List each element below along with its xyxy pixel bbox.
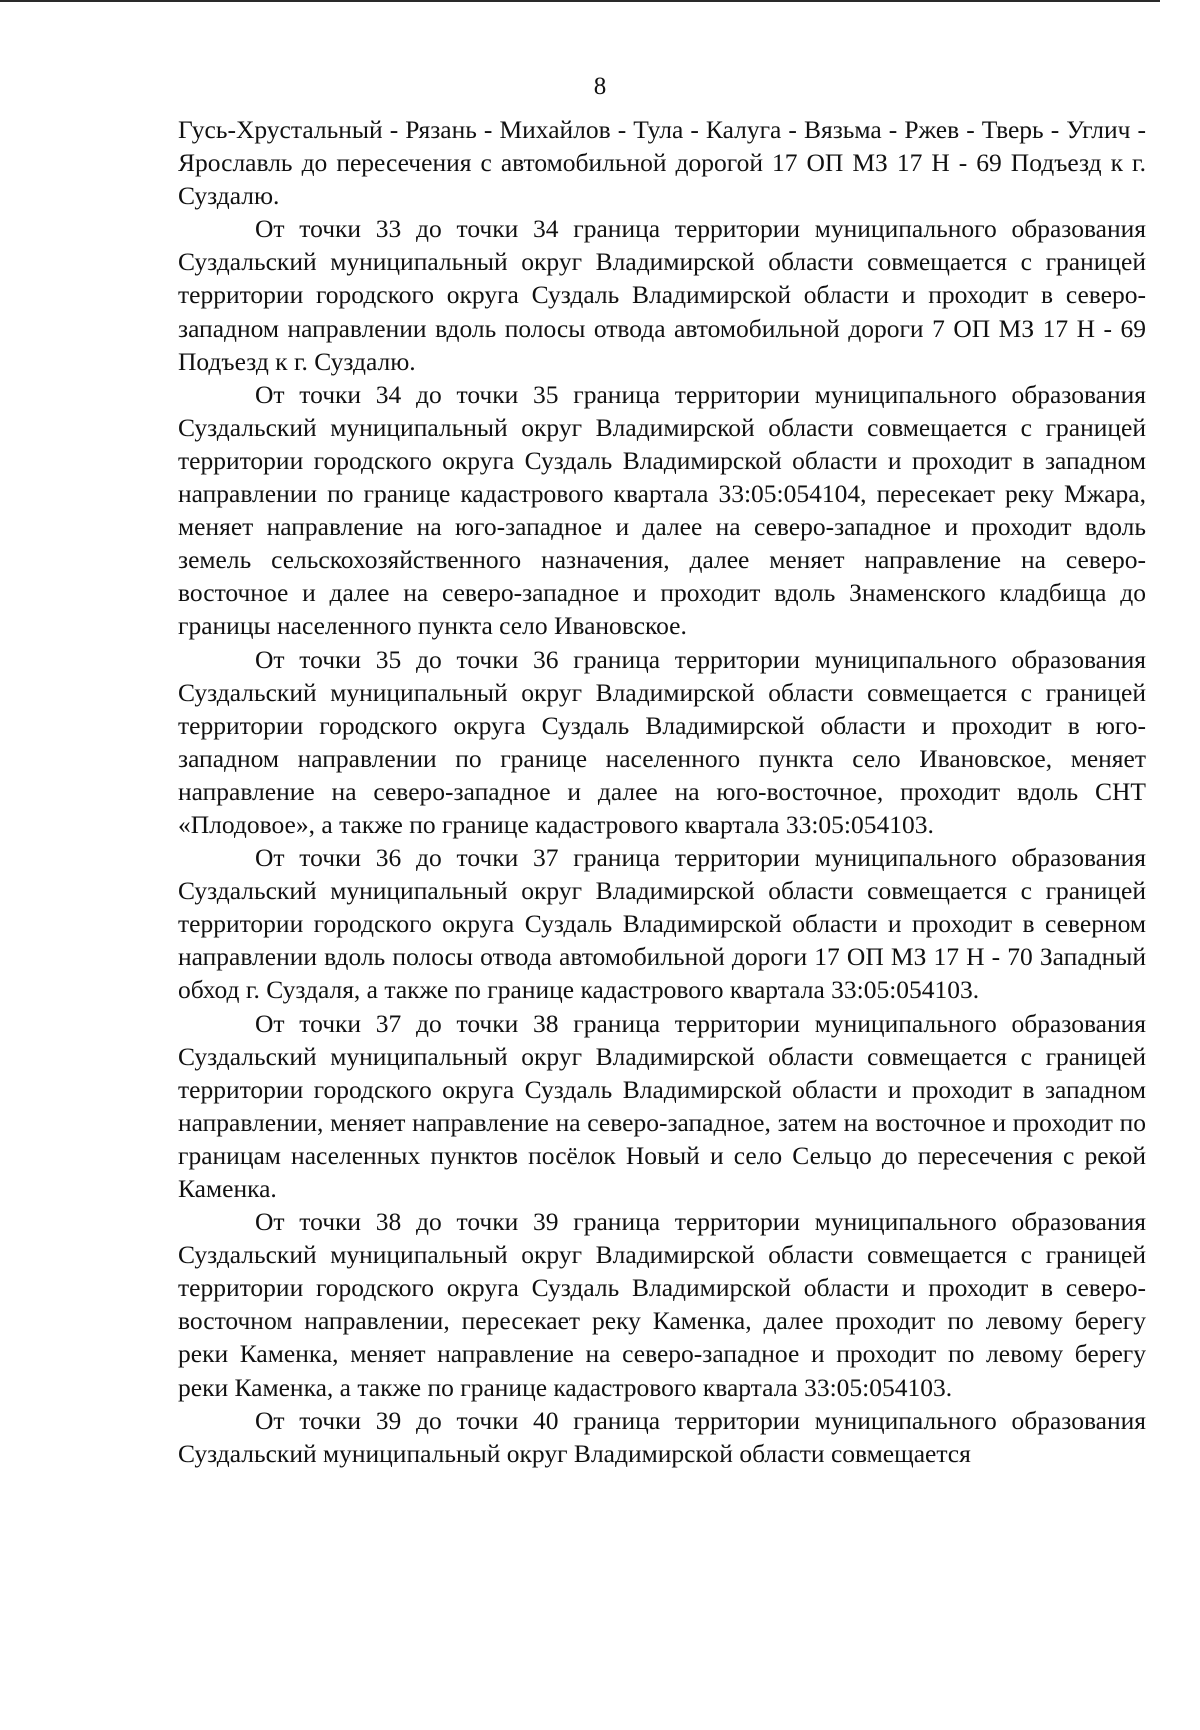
paragraph-point-36-37: От точки 36 до точки 37 граница территории муниципального образования Суздальский муниципальный округ Владимирской области совмещается с границей территории городского округа Суздаль Владимирской области и проходит в северном направлении вдоль полосы отвода автомобильной дороги 17 ОП МЗ 17 Н - 70 Западный обход г. Суздаля, а также по границе кадастрового квартала 33:05:054103. — [178, 843, 1146, 1005]
paragraph-point-35-36: От точки 35 до точки 36 граница территории муниципального образования Суздальский муниципальный округ Владимирской области совмещается с границей территории городского округа Суздаль Владимирской области и проходит в юго-западном направлении по границе населенного пункта село Ивановское, меняет направление на северо-западное и далее на юго-восточное, проходит вдоль СНТ «Плодовое», а также по границе кадастрового квартала 33:05:054103. — [178, 644, 1146, 839]
paragraph-point-38-39: От точки 38 до точки 39 граница территории муниципального образования Суздальский муниципальный округ Владимирской области совмещается с границей территории городского округа Суздаль Владимирской области и проходит в северо-восточном направлении, пересекает реку Каменка, далее проходит по левому берегу реки Каменка, меняет направление на северо-западное и проходит по левому берегу реки Каменка, а также по границе кадастрового квартала 33:05:054103. — [178, 1207, 1146, 1402]
page-number: 8 — [593, 73, 607, 100]
paragraph-point-34-35: От точки 34 до точки 35 граница территории муниципального образования Суздальский муниципальный округ Владимирской области совмещается с границей территории городского округа Суздаль Владимирской области и проходит в западном направлении по границе кадастрового квартала 33:05:054104, пересекает реку Мжара, меняет направление на юго-западное и далее на северо-западное и проходит вдоль земель сельскохозяйственного назначения, далее меняет направление на северо-восточное и далее на северо-западное и проходит вдоль Знаменского кладбища до границы населенного пункта село Ивановское. — [178, 379, 1146, 641]
top-border-line — [0, 0, 1160, 2]
paragraph-point-39-40: От точки 39 до точки 40 граница территории муниципального образования Суздальский муниципальный округ Владимирской области совмещается — [178, 1405, 1146, 1468]
paragraph-continuation: Гусь-Хрустальный - Рязань - Михайлов - Тула - Калуга - Вязьма - Ржев - Тверь - Углич - Ярославль до пересечения с автомобильной дорогой 17 ОП МЗ 17 Н - 69 Подъезд к г. Суздалю. — [178, 115, 1146, 211]
document-body — [178, 113, 1146, 1470]
paragraph-point-37-38: От точки 37 до точки 38 граница территории муниципального образования Суздальский муниципальный округ Владимирской области совмещается с границей территории городского округа Суздаль Владимирской области и проходит в западном направлении, меняет направление на северо-западное, затем на восточное и проходит по границам населенных пунктов посёлок Новый и село Сельцо до пересечения с рекой Каменка. — [178, 1008, 1146, 1203]
paragraph-point-33-34: От точки 33 до точки 34 граница территории муниципального образования Суздальский муниципальный округ Владимирской области совмещается с границей территории городского округа Суздаль Владимирской области и проходит в северо-западном направлении вдоль полосы отвода автомобильной дороги 7 ОП МЗ 17 Н - 69 Подъезд к г. Суздалю. — [178, 214, 1146, 376]
